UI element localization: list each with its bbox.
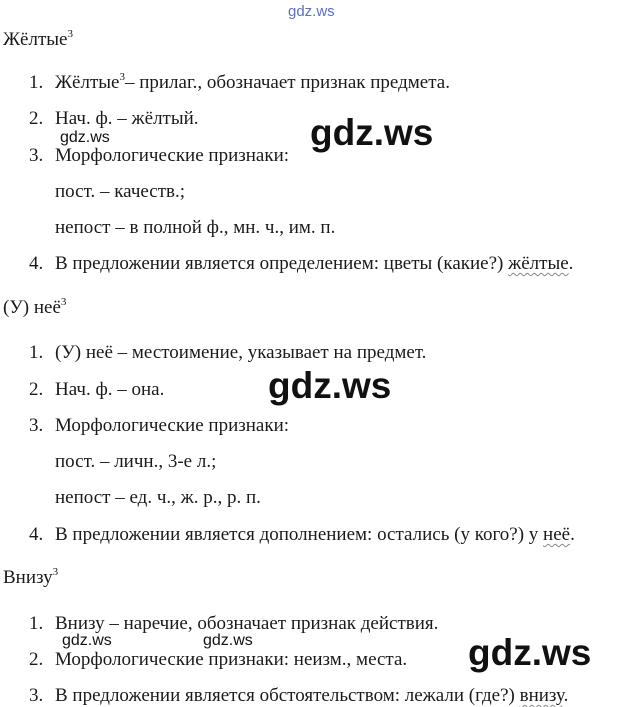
list-number: 2.	[29, 108, 44, 129]
list-number: 4.	[29, 253, 44, 274]
list-number: 3.	[29, 685, 44, 706]
list-number: 1.	[29, 613, 44, 634]
list-number: 2.	[29, 649, 44, 670]
list-number: 2.	[29, 379, 44, 400]
watermark-small: gdz.ws	[203, 632, 253, 649]
list-number: 3.	[29, 415, 44, 436]
list-item: В предложении является дополнением: остались (у кого?) у неё.	[55, 524, 575, 545]
list-item: Нач. ф. – жёлтый.	[55, 108, 199, 129]
underlined-word: жёлтые	[508, 253, 569, 274]
section-title-u-nee: (У) неё$^3$	[3, 296, 67, 318]
sub-item: пост. – личн., 3-е л.;	[55, 451, 217, 472]
watermark-top: gdz.ws	[288, 3, 335, 20]
list-item: Внизу – наречие, обозначает признак действия.	[55, 613, 439, 634]
list-item: Нач. ф. – она.	[55, 379, 165, 400]
list-item: В предложении является определением: цветы (какие?) жёлтые.	[55, 253, 574, 274]
sub-item: непост – в полной ф., мн. ч., им. п.	[55, 217, 336, 238]
watermark-large: gdz.ws	[268, 365, 392, 406]
underlined-word: внизу	[519, 685, 564, 706]
section-title-zheltye: Жёлтые$^3$	[3, 28, 73, 50]
watermark-large: gdz.ws	[468, 632, 592, 673]
section-title-vnizu: Внизу$^3$	[3, 566, 59, 588]
list-item: В предложении является обстоятельством: лежали (где?) внизу.	[55, 685, 569, 706]
list-item: Морфологические признаки: неизм., места.	[55, 649, 408, 670]
underlined-word: неё	[543, 524, 571, 545]
list-item: Жёлтые$^3$– прилаг., обозначает признак предмета.	[55, 71, 450, 93]
watermark-large: gdz.ws	[310, 112, 434, 153]
list-number: 3.	[29, 145, 44, 166]
list-number: 1.	[29, 342, 44, 363]
list-item: (У) неё – местоимение, указывает на предмет.	[55, 342, 427, 363]
list-number: 1.	[29, 72, 44, 93]
list-item: Морфологические признаки:	[55, 415, 290, 436]
sub-item: пост. – качеств.;	[55, 181, 186, 202]
list-item: Морфологические признаки:	[55, 145, 290, 166]
watermark-small: gdz.ws	[60, 129, 110, 146]
watermark-small: gdz.ws	[62, 632, 112, 649]
list-number: 4.	[29, 524, 44, 545]
sub-item: непост – ед. ч., ж. р., р. п.	[55, 487, 261, 508]
